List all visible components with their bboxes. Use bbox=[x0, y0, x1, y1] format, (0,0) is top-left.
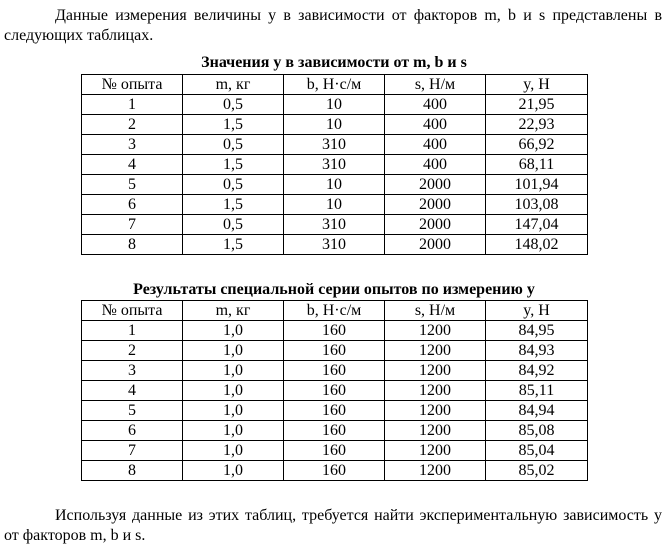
cell-s: 1200 bbox=[385, 401, 486, 421]
cell-m: 1,0 bbox=[183, 421, 284, 441]
cell-b: 160 bbox=[284, 421, 385, 441]
table-row bbox=[82, 155, 588, 175]
cell-m: 1,0 bbox=[183, 361, 284, 381]
cell-m: 1,0 bbox=[183, 441, 284, 461]
cell-s: 1200 bbox=[385, 441, 486, 461]
cell-m: 0,5 bbox=[183, 95, 284, 115]
cell-b: 310 bbox=[284, 215, 385, 235]
cell-run: 7 bbox=[82, 441, 183, 461]
cell-s: 1200 bbox=[385, 361, 486, 381]
cell-b: 10 bbox=[284, 175, 385, 195]
outro-paragraph: Используя данные из этих таблиц, требуется найти экспериментальную зависимость y от факторов m, b и s. bbox=[4, 507, 662, 544]
cell-run: 1 bbox=[82, 95, 183, 115]
cell-b: 10 bbox=[284, 195, 385, 215]
cell-s: 400 bbox=[385, 115, 486, 135]
cell-m: 1,0 bbox=[183, 341, 284, 361]
table-row bbox=[82, 441, 588, 461]
table2-caption: Результаты специальной серии опытов по измерению y bbox=[133, 281, 535, 298]
cell-y: 84,92 bbox=[486, 361, 588, 381]
column-header-m: m, кг bbox=[183, 75, 284, 95]
cell-s: 1200 bbox=[385, 421, 486, 441]
cell-run: 2 bbox=[82, 341, 183, 361]
cell-run: 7 bbox=[82, 215, 183, 235]
cell-s: 400 bbox=[385, 95, 486, 115]
cell-run: 8 bbox=[82, 235, 183, 255]
table1-caption: Значения y в зависимости от m, b и s bbox=[201, 54, 467, 71]
column-header-b: b, Н·с/м bbox=[284, 75, 385, 95]
column-header-y: y, Н bbox=[486, 301, 588, 321]
table-row bbox=[82, 175, 588, 195]
cell-y: 84,95 bbox=[486, 321, 588, 341]
cell-y: 84,93 bbox=[486, 341, 588, 361]
cell-s: 2000 bbox=[385, 215, 486, 235]
cell-b: 160 bbox=[284, 341, 385, 361]
table-row bbox=[82, 115, 588, 135]
cell-m: 1,0 bbox=[183, 401, 284, 421]
cell-m: 1,5 bbox=[183, 115, 284, 135]
cell-s: 1200 bbox=[385, 321, 486, 341]
table-row bbox=[82, 421, 588, 441]
cell-y: 85,04 bbox=[486, 441, 588, 461]
cell-y: 66,92 bbox=[486, 135, 588, 155]
column-header-m: m, кг bbox=[183, 301, 284, 321]
table-row bbox=[82, 381, 588, 401]
cell-run: 3 bbox=[82, 135, 183, 155]
cell-run: 6 bbox=[82, 421, 183, 441]
table-row bbox=[82, 361, 588, 381]
cell-s: 1200 bbox=[385, 341, 486, 361]
table-row bbox=[82, 321, 588, 341]
cell-s: 2000 bbox=[385, 195, 486, 215]
cell-run: 6 bbox=[82, 195, 183, 215]
cell-m: 0,5 bbox=[183, 215, 284, 235]
cell-y: 21,95 bbox=[486, 95, 588, 115]
cell-b: 160 bbox=[284, 381, 385, 401]
cell-m: 1,0 bbox=[183, 461, 284, 481]
cell-b: 160 bbox=[284, 441, 385, 461]
cell-b: 310 bbox=[284, 235, 385, 255]
table-row bbox=[82, 135, 588, 155]
cell-b: 310 bbox=[284, 135, 385, 155]
cell-run: 4 bbox=[82, 381, 183, 401]
cell-b: 160 bbox=[284, 321, 385, 341]
cell-run: 1 bbox=[82, 321, 183, 341]
cell-run: 2 bbox=[82, 115, 183, 135]
cell-b: 10 bbox=[284, 115, 385, 135]
cell-s: 1200 bbox=[385, 461, 486, 481]
cell-y: 22,93 bbox=[486, 115, 588, 135]
table-row bbox=[82, 215, 588, 235]
cell-y: 85,11 bbox=[486, 381, 588, 401]
table-row bbox=[82, 195, 588, 215]
cell-y: 84,94 bbox=[486, 401, 588, 421]
column-header-run: № опыта bbox=[82, 75, 183, 95]
cell-y: 85,08 bbox=[486, 421, 588, 441]
cell-m: 1,5 bbox=[183, 235, 284, 255]
cell-y: 68,11 bbox=[486, 155, 588, 175]
cell-b: 310 bbox=[284, 155, 385, 175]
cell-m: 0,5 bbox=[183, 135, 284, 155]
cell-y: 103,08 bbox=[486, 195, 588, 215]
table-row bbox=[82, 95, 588, 115]
column-header-s: s, Н/м bbox=[385, 301, 486, 321]
cell-m: 0,5 bbox=[183, 175, 284, 195]
table1-header-row bbox=[82, 75, 588, 95]
cell-y: 85,02 bbox=[486, 461, 588, 481]
cell-run: 8 bbox=[82, 461, 183, 481]
column-header-run: № опыта bbox=[82, 301, 183, 321]
cell-b: 160 bbox=[284, 401, 385, 421]
table2-body bbox=[82, 321, 588, 481]
cell-run: 5 bbox=[82, 175, 183, 195]
column-header-s: s, Н/м bbox=[385, 75, 486, 95]
table1-body bbox=[82, 95, 588, 255]
table-row bbox=[82, 341, 588, 361]
cell-y: 101,94 bbox=[486, 175, 588, 195]
cell-b: 10 bbox=[284, 95, 385, 115]
cell-b: 160 bbox=[284, 361, 385, 381]
column-header-b: b, Н·с/м bbox=[284, 301, 385, 321]
cell-run: 5 bbox=[82, 401, 183, 421]
cell-y: 147,04 bbox=[486, 215, 588, 235]
intro-paragraph: Данные измерения величины y в зависимости от факторов m, b и s представлены в следующих таблицах. bbox=[4, 7, 662, 44]
cell-s: 1200 bbox=[385, 381, 486, 401]
column-header-y: y, Н bbox=[486, 75, 588, 95]
cell-run: 4 bbox=[82, 155, 183, 175]
cell-m: 1,0 bbox=[183, 321, 284, 341]
cell-run: 3 bbox=[82, 361, 183, 381]
table-row bbox=[82, 401, 588, 421]
cell-m: 1,0 bbox=[183, 381, 284, 401]
cell-s: 400 bbox=[385, 135, 486, 155]
table2-header-row bbox=[82, 301, 588, 321]
cell-y: 148,02 bbox=[486, 235, 588, 255]
cell-s: 400 bbox=[385, 155, 486, 175]
cell-s: 2000 bbox=[385, 235, 486, 255]
cell-m: 1,5 bbox=[183, 155, 284, 175]
cell-s: 2000 bbox=[385, 175, 486, 195]
table2 bbox=[81, 300, 588, 481]
cell-m: 1,5 bbox=[183, 195, 284, 215]
table1 bbox=[81, 74, 588, 255]
table-row bbox=[82, 461, 588, 481]
table-row bbox=[82, 235, 588, 255]
cell-b: 160 bbox=[284, 461, 385, 481]
